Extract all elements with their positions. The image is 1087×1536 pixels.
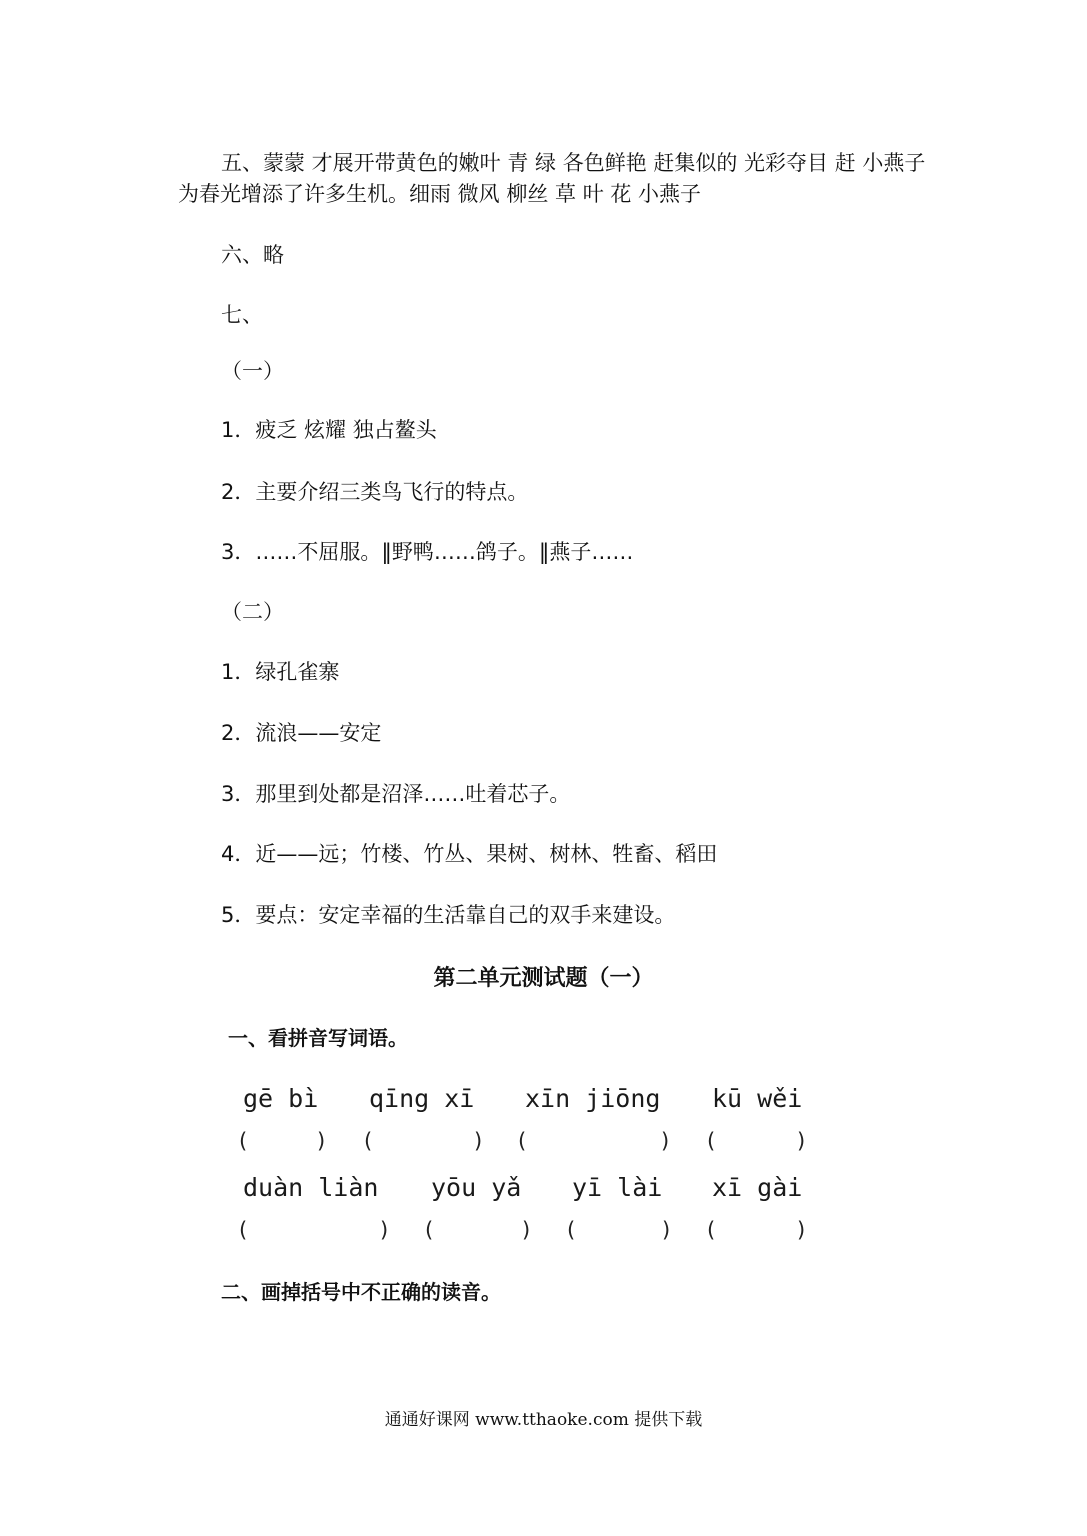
pinyin-word: gē bì: [243, 1084, 319, 1113]
answer-blank-close: ): [380, 1218, 389, 1242]
answer-blank-close: ): [661, 1129, 670, 1153]
answer-blank-close: ): [797, 1218, 806, 1242]
sub-heading-2: （二）: [221, 600, 284, 624]
answer-blank-close: ): [522, 1218, 531, 1242]
sub2-item-5: 5．要点：安定幸福的生活靠自己的双手来建设。: [221, 903, 676, 927]
answer-blank-close: ): [662, 1218, 671, 1242]
answer-blank-open[interactable]: (: [239, 1129, 248, 1153]
answer-blank-open[interactable]: (: [707, 1129, 716, 1153]
pinyin-word: xīn jiōng: [525, 1084, 661, 1113]
sub1-item-3: 3．……不屈服。‖野鸭……鸽子。‖燕子……: [221, 540, 634, 564]
question-2-heading: 二、画掉括号中不正确的读音。: [221, 1280, 501, 1304]
sub1-item-2: 2．主要介绍三类鸟飞行的特点。: [221, 480, 529, 504]
pinyin-word: yōu yǎ: [431, 1173, 522, 1202]
pinyin-word: xī gài: [712, 1173, 803, 1202]
sub2-item-4: 4．近——远；竹楼、竹丛、果树、树林、牲畜、稻田: [221, 842, 718, 866]
pinyin-word: yī lài: [572, 1173, 663, 1202]
test-title: 第二单元测试题（一）: [433, 965, 654, 991]
answer-blank-open[interactable]: (: [707, 1218, 716, 1242]
pinyin-row-2: [0, 1171, 1087, 1205]
answer-7: 七、: [221, 303, 263, 327]
answer-blank-close: ): [797, 1129, 806, 1153]
page-footer: 通通好课网 www.tthaoke.com 提供下载: [384, 1410, 703, 1430]
answer-blank-open[interactable]: (: [518, 1129, 527, 1153]
pinyin-word: kū wěi: [712, 1084, 803, 1113]
pinyin-word: duàn liàn: [243, 1173, 379, 1202]
question-1-heading: 一、看拼音写词语。: [228, 1026, 408, 1050]
answer-5-line-2: 为春光增添了许多生机。细雨 微风 柳丝 草 叶 花 小燕子: [178, 182, 702, 206]
answer-blank-close: ): [317, 1129, 326, 1153]
answer-section-5: [178, 148, 978, 210]
answer-6: 六、略: [221, 243, 284, 267]
sub2-item-1: 1．绿孔雀寨: [221, 660, 340, 684]
answer-blank-open[interactable]: (: [425, 1218, 434, 1242]
pinyin-word: qīng xī: [369, 1084, 475, 1113]
answer-blank-open[interactable]: (: [364, 1129, 373, 1153]
answer-blank-open[interactable]: (: [567, 1218, 576, 1242]
sub1-item-1: 1．疲乏 炫耀 独占鳌头: [221, 418, 437, 442]
sub-heading-1: （一）: [221, 359, 284, 383]
answer-5-line-1: 五、蒙蒙 才展开带黄色的嫩叶 青 绿 各色鲜艳 赶集似的 光彩夺目 赶 小燕子: [221, 151, 926, 175]
answer-blank-open[interactable]: (: [239, 1218, 248, 1242]
sub2-item-3: 3．那里到处都是沼泽……吐着芯子。: [221, 782, 571, 806]
pinyin-row-1: [0, 1082, 1087, 1116]
sub2-item-2: 2．流浪——安定: [221, 721, 382, 745]
answer-blank-close: ): [474, 1129, 483, 1153]
